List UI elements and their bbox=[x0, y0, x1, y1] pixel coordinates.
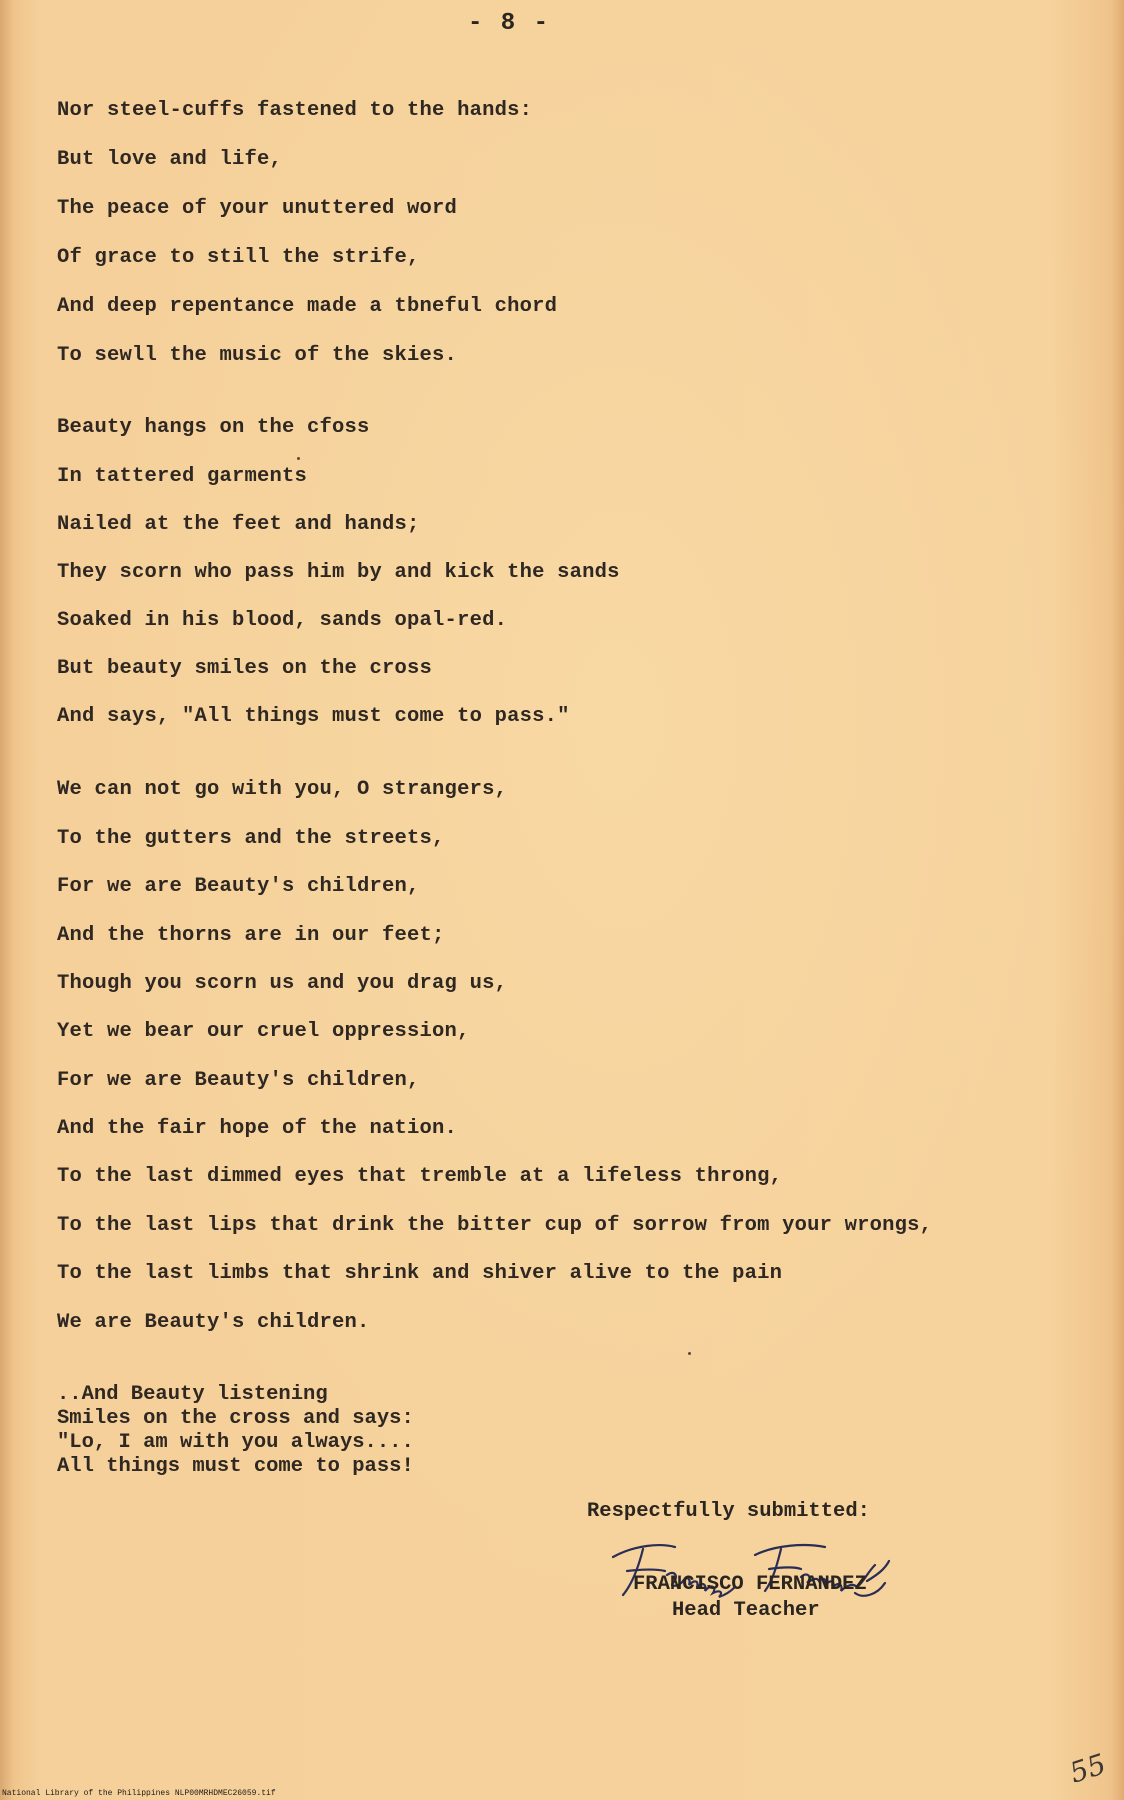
ink-speck bbox=[688, 1352, 691, 1355]
poem-line: Beauty hangs on the cfoss bbox=[57, 416, 370, 439]
poem-line: To the last lips that drink the bitter cup of sorrow from your wrongs, bbox=[57, 1214, 933, 1237]
signer-name: FRANCISCO FERNANDEZ bbox=[633, 1573, 867, 1596]
poem-line: For we are Beauty's children, bbox=[57, 1069, 420, 1092]
page-stamp: 55 bbox=[1065, 1747, 1110, 1790]
page-number: - 8 - bbox=[468, 10, 551, 37]
poem-line: Of grace to still the strife, bbox=[57, 246, 420, 269]
archive-footer: National Library of the Philippines NLP00MRHDMEC26059.tif bbox=[2, 1789, 276, 1798]
poem-line: We are Beauty's children. bbox=[57, 1311, 370, 1334]
poem-line: We can not go with you, O strangers, bbox=[57, 778, 508, 801]
signoff-greeting: Respectfully submitted: bbox=[587, 1500, 870, 1523]
poem-line: And the thorns are in our feet; bbox=[57, 924, 445, 947]
poem-line: And the fair hope of the nation. bbox=[57, 1117, 458, 1140]
poem-line: To the last dimmed eyes that tremble at a lifeless throng, bbox=[57, 1165, 783, 1188]
closing-line: All things must come to pass! bbox=[57, 1455, 414, 1478]
poem-line: Soaked in his blood, sands opal-red. bbox=[57, 609, 508, 632]
poem-line: And deep repentance made a tbneful chord bbox=[57, 295, 558, 318]
poem-line: In tattered garments bbox=[57, 465, 308, 488]
poem-line: Though you scorn us and you drag us, bbox=[57, 972, 508, 995]
signer-title: Head Teacher bbox=[672, 1599, 820, 1622]
poem-line: Yet we bear our cruel oppression, bbox=[57, 1020, 470, 1043]
poem-line: But beauty smiles on the cross bbox=[57, 657, 433, 680]
poem-line: And says, "All things must come to pass." bbox=[57, 705, 570, 728]
closing-line: "Lo, I am with you always.... bbox=[57, 1431, 414, 1454]
closing-line: ..And Beauty listening bbox=[57, 1383, 328, 1406]
closing-line: Smiles on the cross and says: bbox=[57, 1407, 414, 1430]
ink-speck bbox=[297, 457, 300, 460]
poem-line: Nor steel-cuffs fastened to the hands: bbox=[57, 99, 533, 122]
poem-line: To sewll the music of the skies. bbox=[57, 344, 458, 367]
poem-line: To the gutters and the streets, bbox=[57, 827, 445, 850]
poem-line: The peace of your unuttered word bbox=[57, 197, 458, 220]
poem-line: For we are Beauty's children, bbox=[57, 875, 420, 898]
poem-line: Nailed at the feet and hands; bbox=[57, 513, 420, 536]
poem-line: They scorn who pass him by and kick the sands bbox=[57, 561, 620, 584]
poem-line: To the last limbs that shrink and shiver alive to the pain bbox=[57, 1262, 783, 1285]
poem-line: But love and life, bbox=[57, 148, 283, 171]
